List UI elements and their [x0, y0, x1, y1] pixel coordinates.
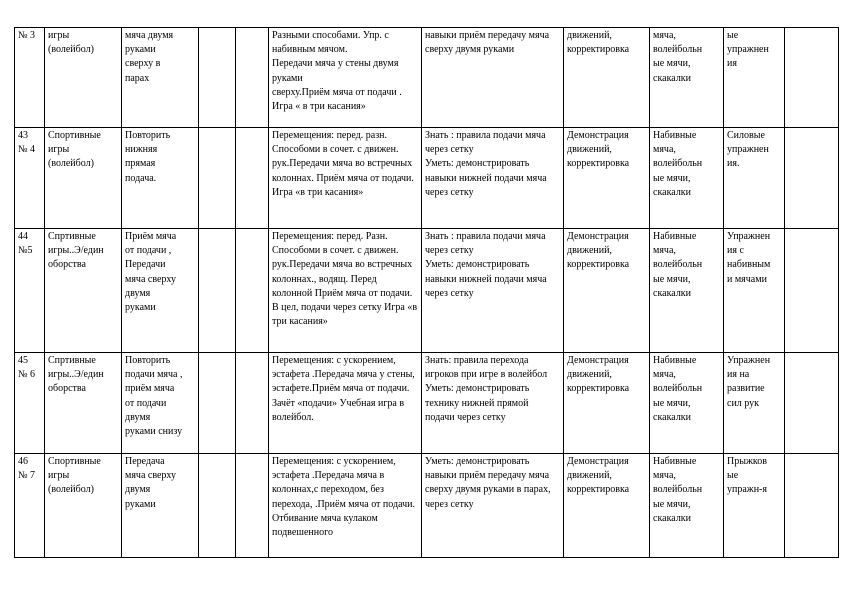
methods-cell — [564, 353, 650, 454]
section-text: Спртивные игры..Э/един оборства — [48, 231, 104, 271]
lesson-number-cell — [15, 454, 45, 558]
empty-cell — [785, 454, 839, 558]
equipment-text: Набивные мяча, волейбольн ые мячи, скакалки — [653, 231, 703, 299]
section-text: Спртивные игры..Э/един оборства — [48, 355, 104, 395]
methods-cell — [564, 28, 650, 128]
lesson-number-cell — [15, 128, 45, 229]
empty-cell — [236, 353, 269, 454]
table-row — [15, 353, 839, 454]
topic-text: Приём мяча от подачи , Передачи мяча сверху двумя руками — [125, 231, 177, 314]
lesson-number-cell — [15, 229, 45, 353]
section-text: Спортивные игры (волейбол) — [48, 130, 101, 170]
section-text: игры (волейбол) — [48, 30, 94, 56]
lesson-content-text: Перемещения: с ускорением, эстафета .Передача мяча у стены, эстафете.Приём мяча от подачи. Зачёт «подачи» Учебная игра в волейбол. — [272, 355, 415, 423]
topic-text: Повторить подачи мяча , приём мяча от подачи двумя руками снизу — [125, 355, 183, 438]
equipment-text: Набивные мяча, волейбольн ые мячи, скакалки — [653, 456, 703, 524]
requirements-text: Знать : правила подачи мяча через сетку Уметь: демонстрировать навыки нижней подачи мяча через сетку — [425, 231, 547, 299]
equipment-cell — [650, 128, 724, 229]
topic-text: мяча двумя руками сверху в парах — [125, 30, 174, 84]
homework-text: ые упражнен ия — [727, 30, 769, 70]
section-cell — [45, 128, 122, 229]
table-row — [15, 229, 839, 353]
lesson-plan-table — [14, 27, 839, 558]
topic-cell — [122, 28, 199, 128]
lesson-content-cell — [269, 28, 422, 128]
requirements-cell — [422, 28, 564, 128]
empty-cell — [236, 454, 269, 558]
requirements-text: Знать : правила подачи мяча через сетку Уметь: демонстрировать навыки нижней подачи мяча через сетку — [425, 130, 547, 198]
lesson-number-text: 44 №5 — [18, 231, 33, 257]
empty-cell — [236, 128, 269, 229]
lesson-content-text: Перемещения: перед. разн. Способоми в сочет. с движен. рук.Передачи мяча во встречных колоннах. Приём мяча от подачи. Игра «в три касания» — [272, 130, 414, 198]
lesson-number-text: № 3 — [18, 30, 36, 41]
section-cell — [45, 229, 122, 353]
section-cell — [45, 28, 122, 128]
homework-cell — [724, 229, 785, 353]
topic-cell — [122, 353, 199, 454]
topic-text: Повторить нижняя прямая подача. — [125, 130, 171, 184]
empty-cell — [236, 229, 269, 353]
methods-text: Демонстрация движений, корректировка — [567, 355, 630, 395]
requirements-text: Знать: правила перехода игроков при игре в волейбол Уметь: демонстрировать технику нижней прямой подачи через сетку — [425, 355, 548, 423]
equipment-cell — [650, 454, 724, 558]
lesson-content-cell — [269, 454, 422, 558]
homework-text: Силовые упражнен ия. — [727, 130, 769, 170]
methods-text: Демонстрация движений, корректировка — [567, 130, 630, 170]
table-row — [15, 454, 839, 558]
lesson-content-cell — [269, 128, 422, 229]
lesson-content-text: Перемещения: с ускорением, эстафета .Передача мяча в колоннах,с переходом, без перехода, .Приём мяча от подачи. Отбивание мяча кулаком подвешенного — [272, 456, 415, 539]
lesson-number-text: 45 № 6 — [18, 355, 36, 381]
topic-text: Передача мяча сверху двумя руками — [125, 456, 177, 510]
lesson-content-cell — [269, 353, 422, 454]
methods-text: Демонстрация движений, корректировка — [567, 456, 630, 496]
empty-cell — [199, 454, 236, 558]
section-cell — [45, 454, 122, 558]
equipment-cell — [650, 353, 724, 454]
equipment-cell — [650, 28, 724, 128]
homework-cell — [724, 28, 785, 128]
empty-cell — [785, 28, 839, 128]
empty-cell — [785, 353, 839, 454]
methods-text: движений, корректировка — [567, 30, 630, 56]
requirements-cell — [422, 454, 564, 558]
lesson-content-text: Перемещения: перед. Разн. Способоми в сочет. с движен. рук.Передачи мяча во встречных колоннах., водящ. Перед колонной Приём мяча от подачи. В цел, подачи через сетку Игра «в три касания» — [272, 231, 418, 328]
equipment-cell — [650, 229, 724, 353]
table-row — [15, 128, 839, 229]
requirements-text: навыки приём передачу мяча сверху двумя руками — [425, 30, 550, 56]
empty-cell — [785, 128, 839, 229]
homework-cell — [724, 128, 785, 229]
requirements-cell — [422, 229, 564, 353]
lesson-number-cell — [15, 353, 45, 454]
homework-text: Упражнен ия с набивным и мячами — [727, 231, 771, 285]
requirements-cell — [422, 353, 564, 454]
equipment-text: Набивные мяча, волейбольн ые мячи, скакалки — [653, 355, 703, 423]
lesson-number-text: 43 № 4 — [18, 130, 36, 156]
methods-cell — [564, 128, 650, 229]
homework-text: Прыжков ые упражн-я — [727, 456, 767, 496]
empty-cell — [199, 28, 236, 128]
section-text: Спортивные игры (волейбол) — [48, 456, 101, 496]
requirements-cell — [422, 128, 564, 229]
lesson-number-text: 46 № 7 — [18, 456, 36, 482]
lesson-number-cell — [15, 28, 45, 128]
topic-cell — [122, 454, 199, 558]
lesson-content-text: Разными способами. Упр. с набивным мячом. Передачи мяча у стены двумя руками сверху.Приём мяча от подачи . Игра « в три касания» — [272, 30, 402, 113]
topic-cell — [122, 128, 199, 229]
homework-text: Упражнен ия на развитие сил рук — [727, 355, 771, 409]
empty-cell — [199, 128, 236, 229]
homework-cell — [724, 454, 785, 558]
empty-cell — [199, 353, 236, 454]
equipment-text: Набивные мяча, волейбольн ые мячи, скакалки — [653, 130, 703, 198]
requirements-text: Уметь: демонстрировать навыки приём передачу мяча сверху двумя руками в парах, через сетку — [425, 456, 551, 510]
homework-cell — [724, 353, 785, 454]
table-row — [15, 28, 839, 128]
methods-text: Демонстрация движений, корректировка — [567, 231, 630, 271]
empty-cell — [785, 229, 839, 353]
equipment-text: мяча, волейбольн ые мячи, скакалки — [653, 30, 703, 84]
topic-cell — [122, 229, 199, 353]
empty-cell — [236, 28, 269, 128]
methods-cell — [564, 454, 650, 558]
table-body — [15, 28, 839, 558]
section-cell — [45, 353, 122, 454]
methods-cell — [564, 229, 650, 353]
lesson-content-cell — [269, 229, 422, 353]
empty-cell — [199, 229, 236, 353]
